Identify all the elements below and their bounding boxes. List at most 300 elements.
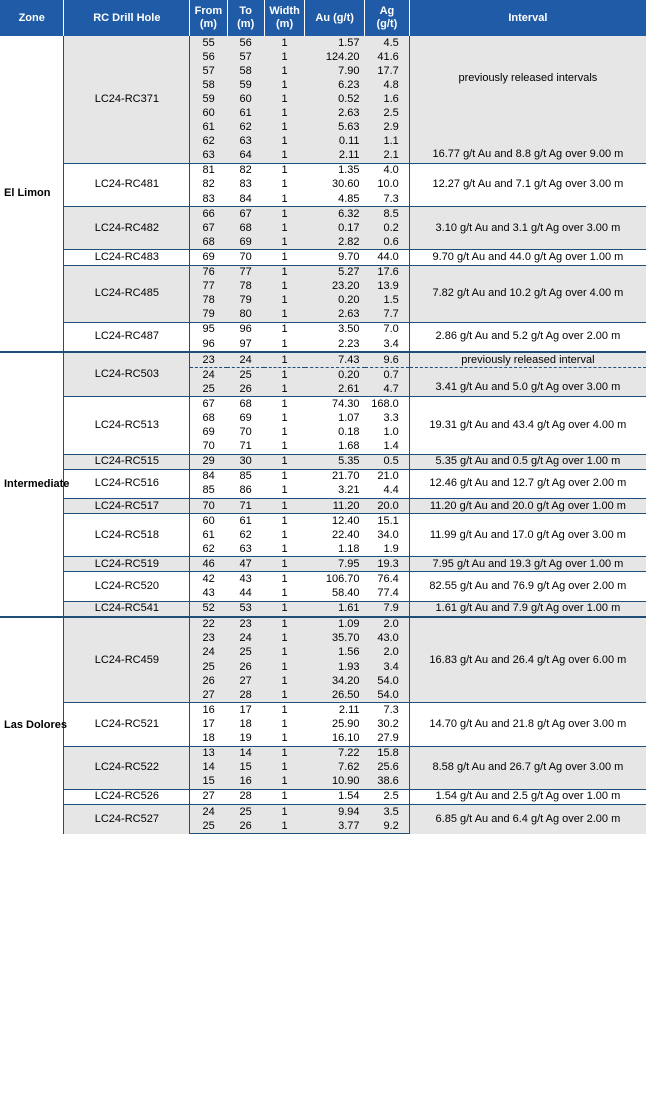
interval-note: 8.58 g/t Au and 26.7 g/t Ag over 3.00 m: [409, 746, 646, 789]
to-cell: 68: [227, 397, 264, 412]
table-row: [0, 601, 646, 617]
drill-hole-id: LC24-RC522: [64, 746, 190, 789]
from-cell: 83: [202, 192, 215, 205]
width-cell: 1: [264, 703, 305, 718]
to-cell: 61: [227, 106, 264, 120]
ag-cell: 2.5: [365, 789, 410, 804]
to-cell: 30: [227, 454, 264, 469]
interval-note: 19.31 g/t Au and 43.4 g/t Ag over 4.00 m: [409, 397, 646, 454]
from-cell: 24: [190, 368, 227, 383]
table-row: [0, 514, 646, 529]
ag-cell: 7.3: [365, 703, 410, 718]
table-row: [0, 454, 646, 469]
table-row: [0, 746, 646, 761]
from-cell: 68: [202, 411, 215, 424]
width-cell: 1: [264, 322, 305, 337]
to-cell: 61: [227, 514, 264, 529]
to-cell: 15: [227, 761, 264, 775]
to-cell: 53: [227, 601, 264, 617]
width-cell: 1: [264, 819, 305, 834]
from-cell: 29: [190, 454, 227, 469]
au-cell: 2.63: [305, 106, 365, 120]
from-cell: 17: [202, 717, 215, 730]
ag-cell: 3.5: [365, 804, 410, 819]
to-cell: 84: [239, 192, 252, 205]
au-cell: 3.50: [305, 322, 365, 337]
width-cell: 1: [281, 440, 288, 453]
from-cell: 22: [190, 617, 227, 632]
header-au: Au (g/t): [305, 0, 365, 36]
ag-cell: 10.0: [365, 178, 410, 192]
interval-note: 2.86 g/t Au and 5.2 g/t Ag over 2.00 m: [409, 322, 646, 352]
au-cell: 6.32: [305, 207, 365, 222]
interval-note: 16.83 g/t Au and 26.4 g/t Ag over 6.00 m: [409, 617, 646, 703]
from-cell: 55: [190, 36, 227, 50]
ag-cell: 1.6: [365, 92, 410, 106]
width-cell: 1: [264, 454, 305, 469]
zone-label: El Limon: [0, 36, 64, 352]
width-cell: 1: [264, 601, 305, 617]
from-cell: 43: [202, 587, 215, 600]
table-body: [0, 36, 646, 834]
interval-note: 11.20 g/t Au and 20.0 g/t Ag over 1.00 m: [409, 499, 646, 514]
table-row: [0, 617, 646, 632]
ag-cell: 2.5: [365, 106, 410, 120]
to-cell: 96: [227, 322, 264, 337]
from-cell: 67: [190, 397, 227, 412]
from-cell: 62: [202, 542, 215, 555]
table-row: [0, 36, 646, 50]
from-cell: 52: [190, 601, 227, 617]
ag-cell: 1.5: [365, 294, 410, 308]
au-cell: 0.18: [338, 426, 360, 439]
ag-cell: 77.4: [365, 587, 410, 602]
width-cell: 1: [264, 294, 305, 308]
from-cell: 13: [190, 746, 227, 761]
width-cell: 1: [264, 280, 305, 294]
width-cell: 1: [264, 352, 305, 368]
to-cell: 83: [239, 178, 252, 191]
ag-cell: 2.0: [365, 646, 410, 660]
to-cell: 28: [227, 789, 264, 804]
width-cell: 1: [264, 514, 305, 529]
width-cell: 1: [264, 499, 305, 514]
ag-cell: 7.0: [365, 322, 410, 337]
width-cell: 1: [264, 646, 305, 660]
drill-hole-id: LC24-RC503: [64, 352, 190, 397]
au-cell: 25.90: [331, 717, 360, 730]
width-cell: 1: [264, 469, 305, 484]
to-cell: 24: [227, 632, 264, 646]
drill-hole-id: LC24-RC516: [64, 469, 190, 498]
ag-cell: 1.4: [365, 440, 410, 455]
from-cell: 23: [190, 632, 227, 646]
width-cell: 1: [281, 587, 288, 600]
from-cell: 25: [190, 382, 227, 397]
au-cell: 7.90: [305, 64, 365, 78]
ag-cell: 34.0: [365, 528, 410, 542]
to-cell: 26: [227, 660, 264, 674]
header-width: Width (m): [264, 0, 305, 36]
width-cell: 1: [281, 337, 288, 350]
ag-cell: 2.1: [365, 149, 410, 164]
au-cell: 0.20: [305, 368, 365, 383]
au-cell: 12.40: [305, 514, 365, 529]
to-cell: 97: [239, 337, 252, 350]
au-cell: 5.63: [305, 121, 365, 135]
from-cell: 95: [190, 322, 227, 337]
ag-cell: 7.3: [365, 192, 410, 207]
ag-cell: 20.0: [365, 499, 410, 514]
width-cell: 1: [264, 308, 305, 323]
ag-cell: 17.7: [365, 64, 410, 78]
au-cell: 106.70: [305, 572, 365, 587]
au-cell: 5.27: [305, 265, 365, 280]
ag-cell: 4.4: [365, 484, 410, 499]
ag-cell: 3.3: [365, 411, 410, 425]
table-row: [0, 703, 646, 718]
ag-cell: 76.4: [365, 572, 410, 587]
to-cell: 27: [227, 674, 264, 688]
drill-hole-id: LC24-RC459: [64, 617, 190, 703]
au-cell: 2.11: [305, 703, 365, 718]
ag-cell: 4.8: [365, 78, 410, 92]
ag-cell: 15.1: [365, 514, 410, 529]
width-cell: 1: [264, 382, 305, 397]
ag-cell: 25.6: [365, 761, 410, 775]
ag-cell: 9.2: [365, 819, 410, 834]
drill-hole-id: LC24-RC482: [64, 207, 190, 250]
ag-cell: 54.0: [365, 674, 410, 688]
au-cell: 1.07: [338, 411, 360, 424]
to-cell: 70: [239, 426, 252, 439]
au-cell: 3.77: [305, 819, 365, 834]
to-cell: 26: [227, 819, 264, 834]
table-row: [0, 804, 646, 819]
au-cell: 1.61: [305, 601, 365, 617]
au-cell: 74.30: [305, 397, 365, 412]
to-cell: 18: [239, 717, 252, 730]
ag-cell: 4.0: [365, 163, 410, 178]
to-cell: 56: [227, 36, 264, 50]
from-cell: 82: [202, 178, 215, 191]
au-cell: 2.61: [305, 382, 365, 397]
header-to: To (m): [227, 0, 264, 36]
to-cell: 70: [227, 250, 264, 265]
interval-note: 1.61 g/t Au and 7.9 g/t Ag over 1.00 m: [409, 601, 646, 617]
header-drill-hole: RC Drill Hole: [64, 0, 190, 36]
from-cell: 24: [190, 804, 227, 819]
width-cell: 1: [264, 221, 305, 235]
au-cell: 1.35: [305, 163, 365, 178]
width-cell: 1: [264, 106, 305, 120]
from-cell: 85: [202, 484, 215, 497]
to-cell: 79: [227, 294, 264, 308]
au-cell: 7.22: [305, 746, 365, 761]
au-cell: 0.17: [305, 221, 365, 235]
to-cell: 25: [227, 804, 264, 819]
width-cell: 1: [264, 135, 305, 149]
width-cell: 1: [264, 207, 305, 222]
width-cell: 1: [264, 775, 305, 790]
to-cell: 62: [239, 528, 252, 541]
from-cell: 77: [190, 280, 227, 294]
ag-cell: 13.9: [365, 280, 410, 294]
au-cell: 7.43: [305, 352, 365, 368]
width-cell: 1: [264, 557, 305, 572]
ag-cell: 0.5: [365, 454, 410, 469]
to-cell: 58: [227, 64, 264, 78]
from-cell: 60: [190, 106, 227, 120]
au-cell: 58.40: [331, 587, 360, 600]
from-cell: 84: [190, 469, 227, 484]
from-cell: 67: [190, 221, 227, 235]
to-cell: 69: [239, 411, 252, 424]
to-cell: 47: [227, 557, 264, 572]
width-cell: 1: [264, 397, 305, 412]
from-cell: 16: [190, 703, 227, 718]
from-cell: 25: [190, 819, 227, 834]
from-cell: 76: [190, 265, 227, 280]
au-cell: 5.35: [305, 454, 365, 469]
ag-cell: 19.3: [365, 557, 410, 572]
table-row: [0, 265, 646, 280]
from-cell: 78: [190, 294, 227, 308]
header-zone: Zone: [0, 0, 64, 36]
to-cell: 59: [227, 78, 264, 92]
to-cell: 57: [227, 50, 264, 64]
width-cell: 1: [281, 542, 288, 555]
table-row: [0, 352, 646, 368]
table-row: [0, 557, 646, 572]
ag-cell: 1.1: [365, 135, 410, 149]
header-row: [0, 0, 646, 36]
ag-cell: 2.9: [365, 121, 410, 135]
au-cell: 26.50: [305, 688, 365, 703]
to-cell: 63: [227, 135, 264, 149]
interval-note: 3.41 g/t Au and 5.0 g/t Ag over 3.00 m: [409, 368, 646, 397]
width-cell: 1: [264, 64, 305, 78]
from-cell: 27: [190, 688, 227, 703]
from-cell: 15: [190, 775, 227, 790]
from-cell: 56: [190, 50, 227, 64]
interval-note: 14.70 g/t Au and 21.8 g/t Ag over 3.00 m: [409, 703, 646, 746]
au-cell: 1.56: [305, 646, 365, 660]
ag-cell: 30.2: [365, 717, 410, 731]
ag-cell: 3.4: [365, 660, 410, 674]
interval-note: 5.35 g/t Au and 0.5 g/t Ag over 1.00 m: [409, 454, 646, 469]
to-cell: 43: [227, 572, 264, 587]
from-cell: 23: [190, 352, 227, 368]
ag-cell: 9.6: [365, 352, 410, 368]
drill-hole-id: LC24-RC481: [64, 163, 190, 206]
ag-cell: 17.6: [365, 265, 410, 280]
to-cell: 67: [227, 207, 264, 222]
interval-note: 9.70 g/t Au and 44.0 g/t Ag over 1.00 m: [409, 250, 646, 265]
drill-hole-id: LC24-RC526: [64, 789, 190, 804]
au-cell: 9.70: [305, 250, 365, 265]
from-cell: 27: [190, 789, 227, 804]
drill-hole-id: LC24-RC517: [64, 499, 190, 514]
to-cell: 14: [227, 746, 264, 761]
ag-cell: 1.9: [365, 542, 410, 557]
drill-hole-id: LC24-RC513: [64, 397, 190, 454]
table-row: [0, 572, 646, 587]
au-cell: 2.23: [338, 337, 360, 350]
ag-cell: 54.0: [365, 688, 410, 703]
au-cell: 4.85: [338, 192, 360, 205]
ag-cell: 15.8: [365, 746, 410, 761]
au-cell: 2.82: [305, 235, 365, 250]
from-cell: 81: [190, 163, 227, 178]
to-cell: 44: [239, 587, 252, 600]
interval-note: 1.54 g/t Au and 2.5 g/t Ag over 1.00 m: [409, 789, 646, 804]
from-cell: 58: [190, 78, 227, 92]
to-cell: 62: [227, 121, 264, 135]
drill-hole-id: LC24-RC485: [64, 265, 190, 322]
from-cell: 57: [190, 64, 227, 78]
interval-note: 12.27 g/t Au and 7.1 g/t Ag over 3.00 m: [409, 163, 646, 206]
au-cell: 7.62: [305, 761, 365, 775]
au-cell: 1.57: [305, 36, 365, 50]
au-cell: 2.11: [305, 149, 365, 164]
au-cell: 23.20: [305, 280, 365, 294]
from-cell: 70: [190, 499, 227, 514]
ag-cell: 4.5: [365, 36, 410, 50]
width-cell: 1: [264, 92, 305, 106]
width-cell: 1: [264, 265, 305, 280]
table-row: [0, 469, 646, 484]
drill-hole-id: LC24-RC520: [64, 572, 190, 601]
to-cell: 85: [227, 469, 264, 484]
width-cell: 1: [281, 178, 288, 191]
from-cell: 26: [190, 674, 227, 688]
au-cell: 3.21: [338, 484, 360, 497]
drill-hole-id: LC24-RC487: [64, 322, 190, 352]
from-cell: 60: [190, 514, 227, 529]
zone-label: Las Dolores: [0, 617, 64, 834]
from-cell: 69: [202, 426, 215, 439]
ag-cell: 43.0: [365, 632, 410, 646]
au-cell: 11.20: [305, 499, 365, 514]
to-cell: 78: [227, 280, 264, 294]
au-cell: 1.68: [338, 440, 360, 453]
drill-hole-id: LC24-RC521: [64, 703, 190, 746]
to-cell: 28: [227, 688, 264, 703]
au-cell: 22.40: [331, 528, 360, 541]
to-cell: 16: [227, 775, 264, 790]
to-cell: 63: [239, 542, 252, 555]
width-cell: 1: [264, 789, 305, 804]
width-cell: 1: [281, 717, 288, 730]
au-cell: 1.09: [305, 617, 365, 632]
from-cell: 68: [190, 235, 227, 250]
from-cell: 25: [190, 660, 227, 674]
width-cell: 1: [264, 674, 305, 688]
width-cell: 1: [264, 368, 305, 383]
width-cell: 1: [264, 250, 305, 265]
au-cell: 1.18: [338, 542, 360, 555]
ag-cell: 4.7: [365, 382, 410, 397]
width-cell: 1: [281, 426, 288, 439]
interval-note: 7.82 g/t Au and 10.2 g/t Ag over 4.00 m: [409, 265, 646, 322]
to-cell: 23: [227, 617, 264, 632]
width-cell: 1: [264, 235, 305, 250]
to-cell: 82: [227, 163, 264, 178]
width-cell: 1: [281, 484, 288, 497]
drill-hole-id: LC24-RC371: [64, 36, 190, 163]
to-cell: 25: [227, 368, 264, 383]
from-cell: 61: [190, 121, 227, 135]
au-cell: 1.54: [305, 789, 365, 804]
au-cell: 1.93: [305, 660, 365, 674]
ag-cell: 44.0: [365, 250, 410, 265]
to-cell: 68: [227, 221, 264, 235]
au-cell: 124.20: [305, 50, 365, 64]
au-cell: 0.20: [305, 294, 365, 308]
table-row: [0, 789, 646, 804]
drill-hole-id: LC24-RC518: [64, 514, 190, 557]
drill-hole-id: LC24-RC527: [64, 804, 190, 833]
from-cell: 59: [190, 92, 227, 106]
interval-note: 6.85 g/t Au and 6.4 g/t Ag over 2.00 m: [409, 804, 646, 833]
to-cell: 25: [227, 646, 264, 660]
au-cell: 21.70: [305, 469, 365, 484]
interval-note: previously released interval: [409, 352, 646, 368]
header-interval: Interval: [409, 0, 646, 36]
header-ag: Ag (g/t): [365, 0, 410, 36]
to-cell: 71: [239, 440, 252, 453]
to-cell: 64: [227, 149, 264, 164]
drill-hole-id: LC24-RC541: [64, 601, 190, 617]
to-cell: 60: [227, 92, 264, 106]
ag-cell: 2.0: [365, 617, 410, 632]
width-cell: 1: [264, 688, 305, 703]
ag-cell: 7.9: [365, 601, 410, 617]
width-cell: 1: [281, 192, 288, 205]
from-cell: 96: [202, 337, 215, 350]
au-cell: 35.70: [305, 632, 365, 646]
ag-cell: 27.9: [365, 732, 410, 747]
table-row: [0, 250, 646, 265]
from-cell: 63: [190, 149, 227, 164]
from-cell: 69: [190, 250, 227, 265]
au-cell: 16.10: [331, 732, 360, 745]
table-row: [0, 163, 646, 178]
width-cell: 1: [264, 660, 305, 674]
ag-cell: 0.6: [365, 235, 410, 250]
au-cell: 34.20: [305, 674, 365, 688]
interval-note: 16.77 g/t Au and 8.8 g/t Ag over 9.00 m: [409, 121, 646, 164]
width-cell: 1: [264, 163, 305, 178]
to-cell: 26: [227, 382, 264, 397]
width-cell: 1: [264, 632, 305, 646]
header-from: From (m): [190, 0, 227, 36]
width-cell: 1: [264, 149, 305, 164]
ag-cell: 3.4: [365, 337, 410, 352]
drill-hole-id: LC24-RC519: [64, 557, 190, 572]
au-cell: 30.60: [331, 178, 360, 191]
ag-cell: 0.2: [365, 221, 410, 235]
table-row: [0, 322, 646, 337]
au-cell: 0.11: [305, 135, 365, 149]
interval-note: previously released intervals: [409, 36, 646, 121]
au-cell: 2.63: [305, 308, 365, 323]
au-cell: 7.95: [305, 557, 365, 572]
table-row: [0, 207, 646, 222]
to-cell: 80: [227, 308, 264, 323]
from-cell: 62: [190, 135, 227, 149]
